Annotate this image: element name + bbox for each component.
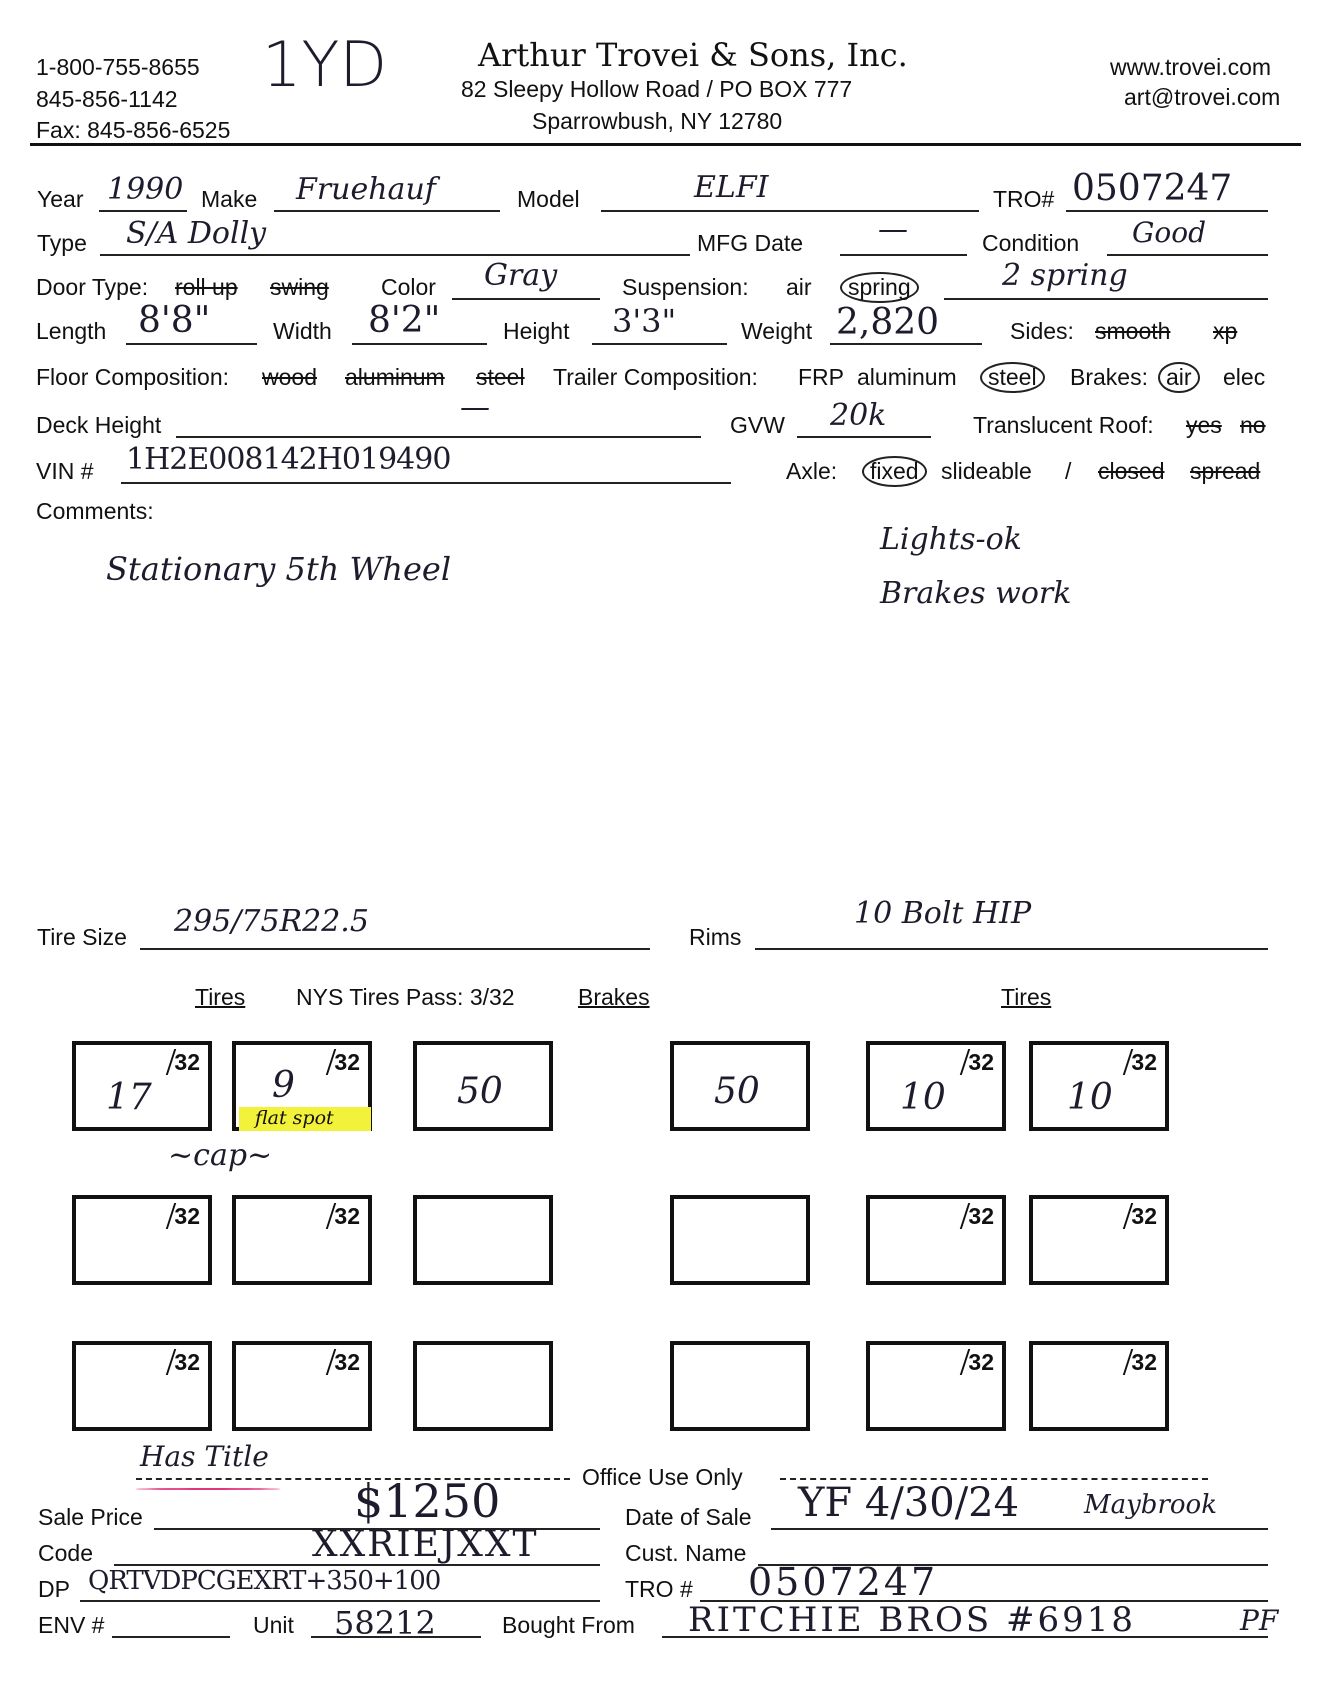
- brake-box-right[interactable]: [670, 1041, 810, 1131]
- initials: PF: [1240, 1604, 1279, 1637]
- height-field[interactable]: [592, 343, 727, 345]
- comment-note-1: Stationary 5th Wheel: [106, 550, 452, 588]
- brake-box-right[interactable]: [670, 1195, 810, 1285]
- brake-box-left[interactable]: [413, 1041, 553, 1131]
- tro-office-label: TRO #: [625, 1576, 693, 1602]
- tire-box-right-outer[interactable]: [1029, 1041, 1169, 1131]
- denominator: 32: [968, 1049, 994, 1075]
- brake-box-left[interactable]: [413, 1341, 553, 1431]
- tire-box-right-inner[interactable]: [866, 1041, 1006, 1131]
- denominator: 32: [174, 1049, 200, 1075]
- vin-label: VIN #: [36, 458, 94, 484]
- tro-office-value: 0507247: [748, 1560, 939, 1604]
- width-label: Width: [273, 318, 332, 344]
- tire-box-left-inner[interactable]: [232, 1195, 372, 1285]
- make-field[interactable]: [274, 210, 500, 212]
- suspension-air-option[interactable]: air: [786, 274, 812, 300]
- condition-label: Condition: [982, 230, 1080, 256]
- nys-tires-pass: NYS Tires Pass: 3/32: [296, 984, 515, 1010]
- tire-size-value: 295/75R22.5: [174, 904, 369, 939]
- type-value: S/A Dolly: [126, 216, 267, 251]
- roof-no-option[interactable]: no: [1240, 412, 1266, 438]
- date-of-sale-value: YF 4/30/24: [798, 1480, 1020, 1526]
- comments-label: Comments:: [36, 498, 154, 524]
- denominator: 32: [174, 1349, 200, 1375]
- height-label: Height: [503, 318, 570, 344]
- dp-field[interactable]: [80, 1600, 600, 1602]
- comment-note-2: Lights-ok: [880, 522, 1022, 557]
- date-of-sale-label: Date of Sale: [625, 1504, 752, 1530]
- handwritten-stamp: 1YD: [262, 28, 388, 101]
- vin-value: 1H2E008142H019490: [126, 442, 451, 477]
- brake-value: 50: [457, 1071, 503, 1112]
- trailer-aluminum-option[interactable]: aluminum: [857, 364, 957, 390]
- bought-from-value: RITCHIE BROS #6918: [688, 1600, 1137, 1640]
- trailer-composition-label: Trailer Composition:: [553, 364, 758, 390]
- weight-field[interactable]: [830, 343, 982, 345]
- brakes-elec-option[interactable]: elec: [1223, 364, 1266, 390]
- code-label: Code: [38, 1540, 93, 1566]
- company-email[interactable]: art@trovei.com: [1124, 84, 1281, 110]
- length-field[interactable]: [126, 343, 257, 345]
- sides-xp-option[interactable]: xp: [1213, 318, 1238, 344]
- env-label: ENV #: [38, 1612, 105, 1638]
- color-field[interactable]: [452, 298, 600, 300]
- floor-composition-label: Floor Composition:: [36, 364, 230, 390]
- denominator: 32: [334, 1203, 360, 1229]
- env-field[interactable]: [112, 1636, 230, 1638]
- make-label: Make: [201, 186, 258, 212]
- suspension-spring-option[interactable]: spring: [840, 272, 919, 303]
- weight-value: 2,820: [836, 302, 940, 343]
- condition-field[interactable]: [1107, 254, 1268, 256]
- office-divider-left: [136, 1478, 570, 1480]
- type-label: Type: [37, 230, 87, 256]
- bought-from-label: Bought From: [502, 1612, 635, 1638]
- denominator: 32: [968, 1203, 994, 1229]
- height-value: 3'3": [612, 302, 677, 340]
- floor-wood-option[interactable]: wood: [262, 364, 317, 390]
- tire-depth-value: 9: [272, 1065, 295, 1106]
- unit-value: 58212: [334, 1604, 436, 1642]
- sale-price-label: Sale Price: [38, 1504, 143, 1530]
- tire-box-left-outer[interactable]: [72, 1041, 212, 1131]
- mfg-date-label: MFG Date: [697, 230, 804, 256]
- cap-note: ~cap~: [168, 1138, 273, 1173]
- rims-value: 10 Bolt HIP: [854, 896, 1032, 931]
- axle-fixed-option[interactable]: fixed: [862, 456, 927, 487]
- door-type-rollup-option[interactable]: roll up: [175, 274, 238, 300]
- tire-depth-value: 10: [1067, 1077, 1113, 1118]
- company-address-1: 82 Sleepy Hollow Road / PO BOX 777: [461, 76, 853, 102]
- mfg-date-value: —: [878, 212, 908, 247]
- door-type-label: Door Type:: [36, 274, 149, 300]
- type-field[interactable]: [100, 254, 690, 256]
- fax-number: Fax: 845-856-6525: [36, 117, 231, 143]
- brakes-air-option[interactable]: air: [1158, 362, 1200, 393]
- tire-box-right-outer[interactable]: [1029, 1341, 1169, 1431]
- sides-label: Sides:: [1010, 318, 1074, 344]
- tire-size-label: Tire Size: [37, 924, 127, 950]
- denominator: 32: [174, 1203, 200, 1229]
- floor-aluminum-option[interactable]: aluminum: [345, 364, 445, 390]
- suspension-value: 2 spring: [1002, 258, 1128, 293]
- brakes-label: Brakes:: [1070, 364, 1148, 390]
- has-title-note: Has Title: [140, 1440, 269, 1473]
- axle-closed-option[interactable]: closed: [1098, 458, 1165, 484]
- model-field[interactable]: [601, 210, 979, 212]
- phone-1: 1-800-755-8655: [36, 54, 200, 80]
- suspension-field[interactable]: [944, 298, 1268, 300]
- axle-label: Axle:: [786, 458, 838, 484]
- denominator: 32: [968, 1349, 994, 1375]
- tire-box-left-outer[interactable]: [72, 1195, 212, 1285]
- brakes-header: Brakes: [578, 984, 650, 1010]
- tire-depth-value: 10: [900, 1077, 946, 1118]
- condition-value: Good: [1132, 216, 1207, 249]
- tire-size-field[interactable]: [140, 948, 650, 950]
- tire-box-left-inner[interactable]: [232, 1041, 372, 1131]
- pink-underline: [136, 1488, 280, 1490]
- flat-spot-note: flat spot: [239, 1107, 371, 1131]
- gvw-field[interactable]: [797, 436, 931, 438]
- axle-spread-option[interactable]: spread: [1190, 458, 1261, 484]
- axle-slideable-option[interactable]: slideable: [941, 458, 1032, 484]
- deck-height-label: Deck Height: [36, 412, 162, 438]
- axle-separator: /: [1065, 458, 1072, 484]
- model-value: ELFI: [694, 170, 769, 205]
- width-value: 8'2": [368, 300, 441, 341]
- code-value: XXRIEJXXT: [312, 1524, 539, 1565]
- translucent-roof-label: Translucent Roof:: [973, 412, 1154, 438]
- roof-yes-option[interactable]: yes: [1186, 412, 1222, 438]
- model-label: Model: [517, 186, 580, 212]
- rims-field[interactable]: [755, 948, 1268, 950]
- trailer-frp-option[interactable]: FRP: [798, 364, 844, 390]
- brake-value: 50: [714, 1071, 760, 1112]
- width-field[interactable]: [352, 343, 487, 345]
- tires-right-header: Tires: [1001, 984, 1052, 1010]
- tire-box-right-inner[interactable]: [866, 1341, 1006, 1431]
- suspension-label: Suspension:: [622, 274, 749, 300]
- color-value: Gray: [484, 258, 558, 293]
- brake-box-left[interactable]: [413, 1195, 553, 1285]
- denominator: 32: [334, 1049, 360, 1075]
- office-use-heading: Office Use Only: [582, 1464, 743, 1490]
- gvw-label: GVW: [730, 412, 785, 438]
- year-label: Year: [37, 186, 84, 212]
- weight-label: Weight: [741, 318, 813, 344]
- tires-left-header: Tires: [195, 984, 246, 1010]
- color-label: Color: [381, 274, 436, 300]
- trailer-steel-option[interactable]: steel: [980, 362, 1045, 393]
- mfg-date-field[interactable]: [840, 254, 967, 256]
- vin-field[interactable]: [121, 482, 731, 484]
- company-website[interactable]: www.trovei.com: [1110, 54, 1272, 80]
- length-label: Length: [36, 318, 107, 344]
- make-value: Fruehauf: [296, 172, 436, 207]
- sale-location: Maybrook: [1084, 1490, 1217, 1520]
- dp-label: DP: [38, 1576, 70, 1602]
- tire-box-right-outer[interactable]: [1029, 1195, 1169, 1285]
- dp-value: QRTVDPCGEXRT+350+100: [88, 1566, 441, 1596]
- year-field[interactable]: [99, 210, 187, 212]
- denominator: 32: [1131, 1049, 1157, 1075]
- floor-steel-option[interactable]: steel: [476, 364, 525, 390]
- comment-note-3: Brakes work: [880, 576, 1072, 611]
- header-divider: [30, 143, 1301, 146]
- tire-depth-value: 17: [106, 1077, 152, 1118]
- tire-box-right-inner[interactable]: [866, 1195, 1006, 1285]
- deck-height-field[interactable]: [176, 436, 701, 438]
- deck-height-value: —: [460, 390, 490, 425]
- date-of-sale-field[interactable]: [771, 1528, 1268, 1530]
- length-value: 8'8": [138, 300, 211, 341]
- tire-box-left-inner[interactable]: [232, 1341, 372, 1431]
- tro-field[interactable]: [1066, 210, 1268, 212]
- unit-label: Unit: [253, 1612, 294, 1638]
- sale-price-value: $1250: [354, 1474, 501, 1528]
- denominator: 32: [334, 1349, 360, 1375]
- denominator: 32: [1131, 1203, 1157, 1229]
- year-value: 1990: [107, 172, 184, 207]
- brake-box-right[interactable]: [670, 1341, 810, 1431]
- tro-label: TRO#: [993, 186, 1055, 212]
- door-type-swing-option[interactable]: swing: [270, 274, 329, 300]
- rims-label: Rims: [689, 924, 742, 950]
- company-name: Arthur Trovei & Sons, Inc.: [478, 36, 908, 74]
- denominator: 32: [1131, 1349, 1157, 1375]
- company-address-2: Sparrowbush, NY 12780: [532, 108, 783, 134]
- cust-name-label: Cust. Name: [625, 1540, 747, 1566]
- phone-2: 845-856-1142: [36, 86, 178, 112]
- sides-smooth-option[interactable]: smooth: [1095, 318, 1171, 344]
- tro-value: 0507247: [1072, 168, 1233, 209]
- gvw-value: 20k: [830, 398, 887, 433]
- tire-box-left-outer[interactable]: [72, 1341, 212, 1431]
